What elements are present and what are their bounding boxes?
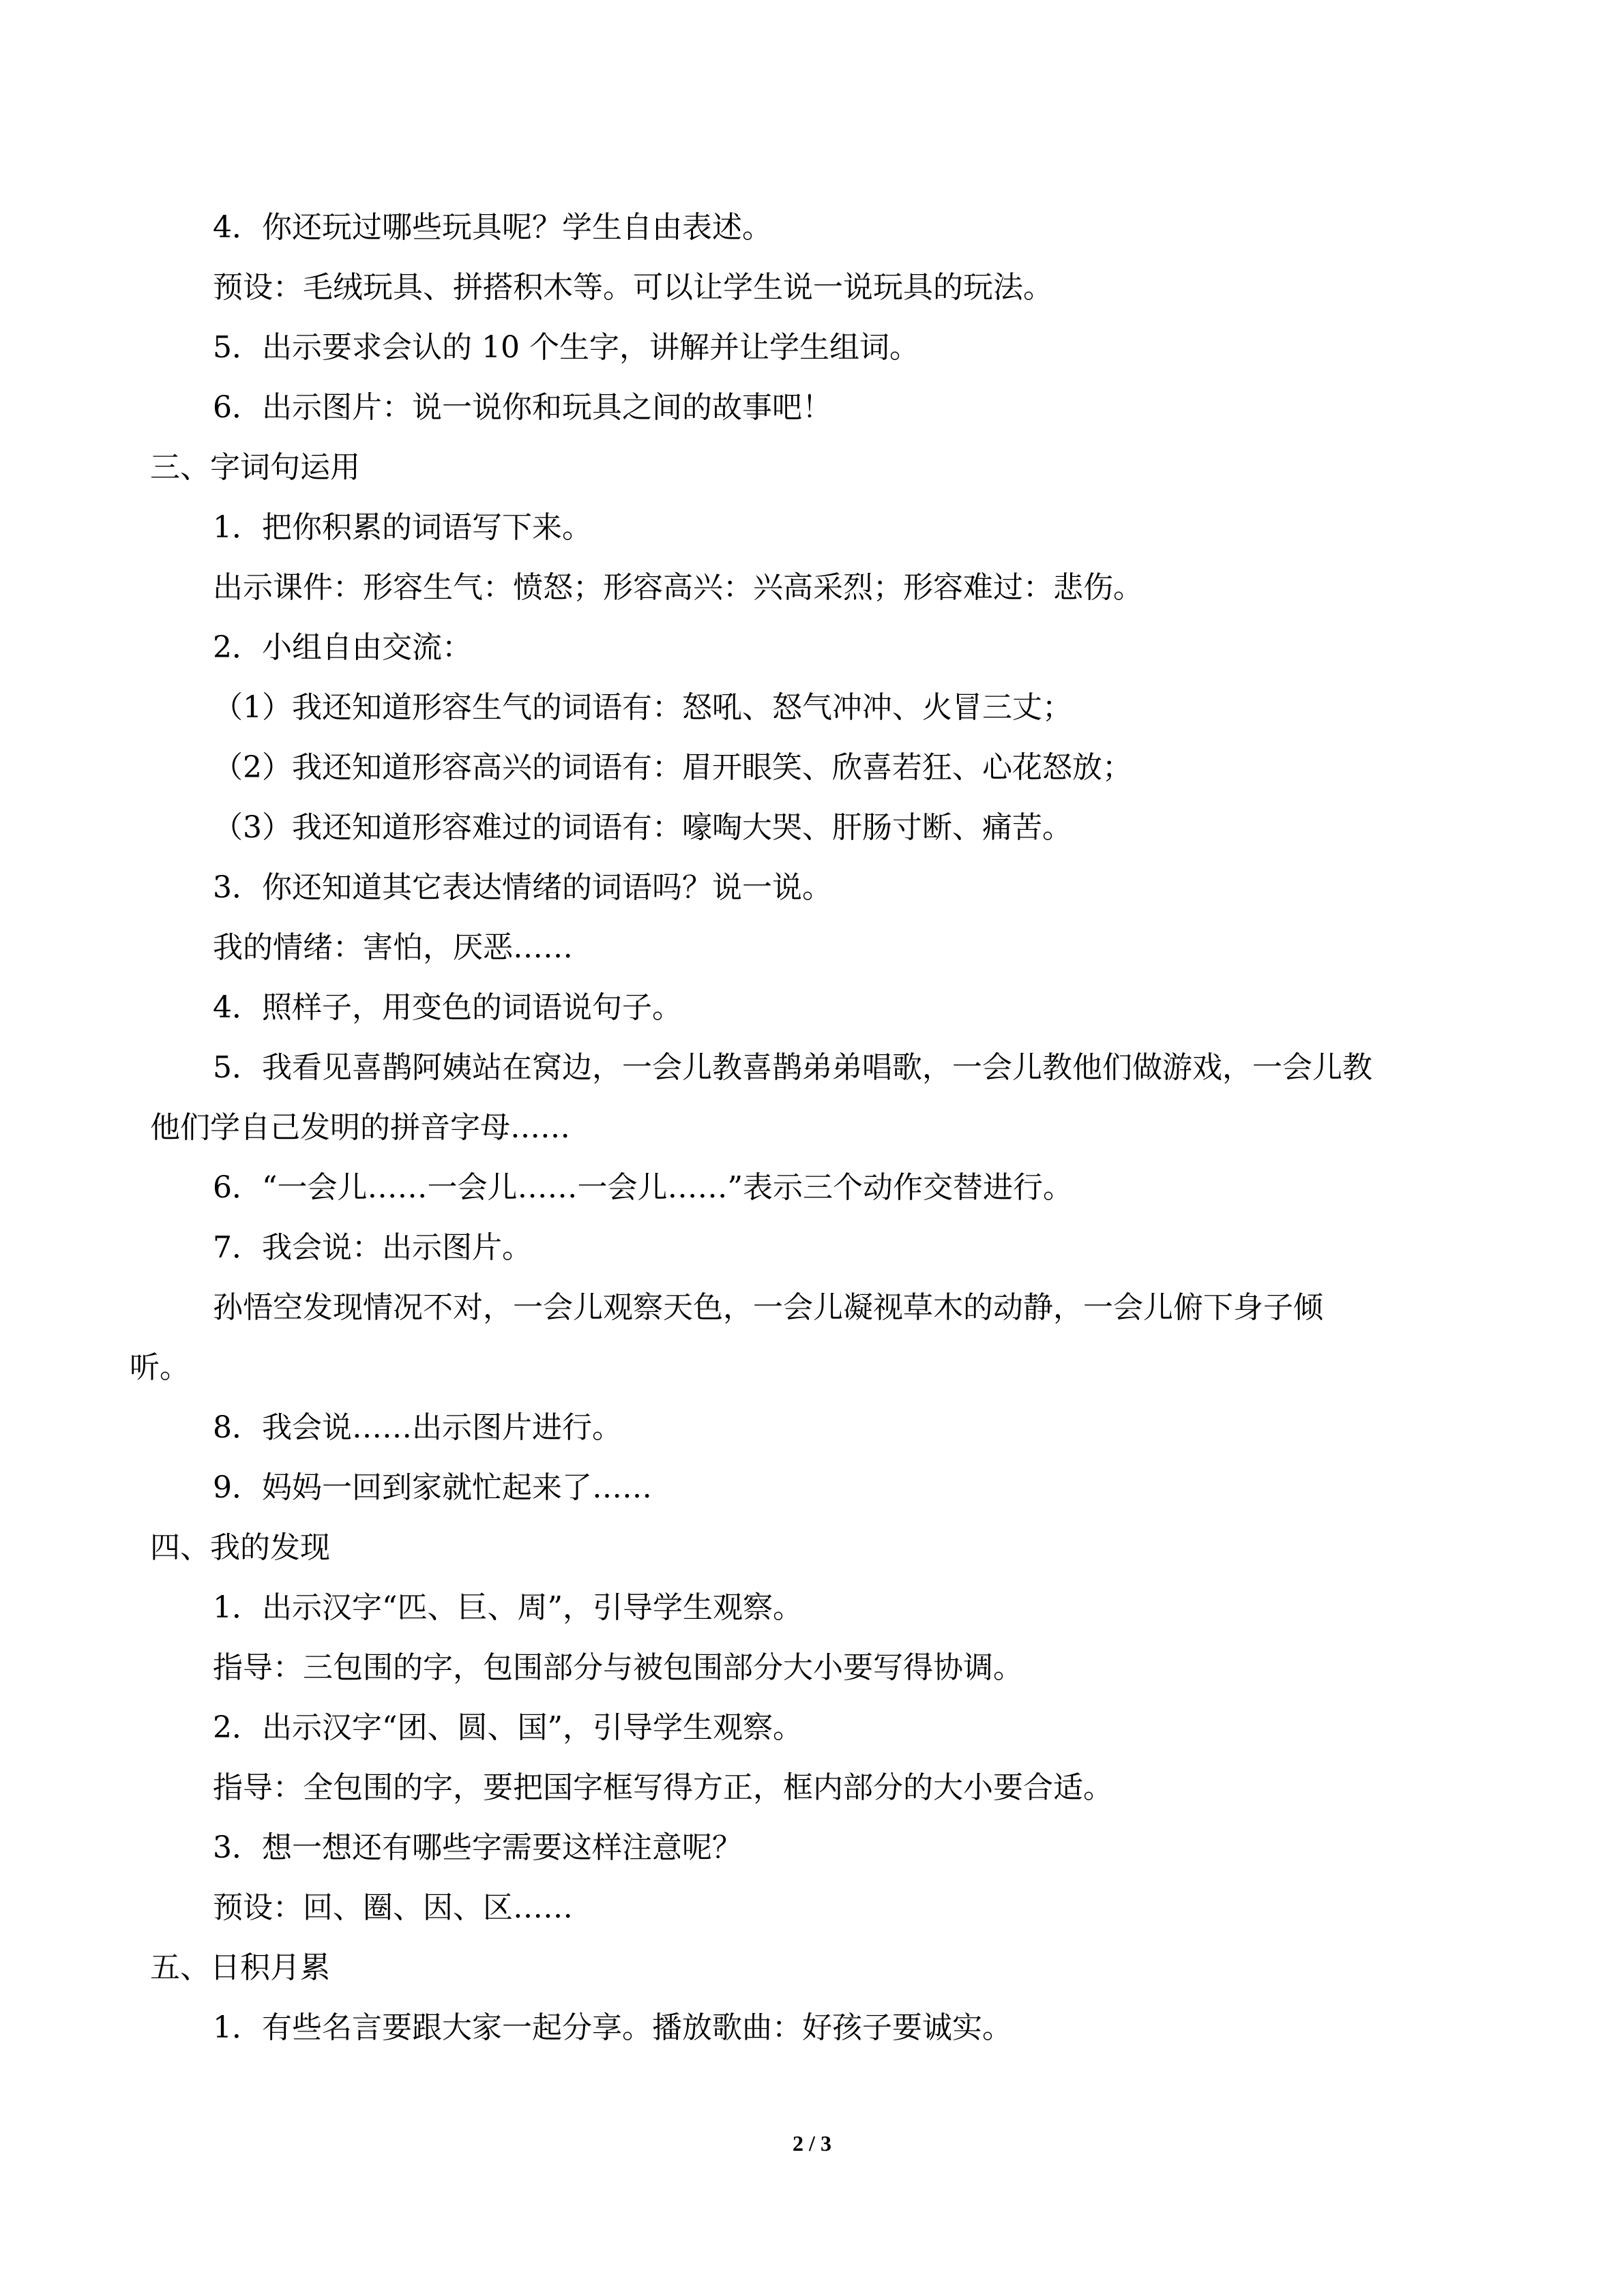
- text-line: 7．我会说：出示图片。: [213, 1230, 532, 1265]
- text-line: 8．我会说……出示图片进行。: [213, 1410, 622, 1445]
- section-heading: 三、字词句运用: [150, 450, 360, 485]
- text-line: 5．我看见喜鹊阿姨站在窝边，一会儿教喜鹊弟弟唱歌，一会儿教他们做游戏，一会儿教: [213, 1050, 1372, 1085]
- text-line: 孙悟空发现情况不对，一会儿观察天色，一会儿凝视草木的动静，一会儿俯下身子倾: [213, 1290, 1323, 1325]
- text-line: 指导：三包围的字，包围部分与被包围部分大小要写得协调。: [213, 1650, 1023, 1685]
- text-line: 预设：回、圈、因、区……: [213, 1890, 573, 1925]
- text-line-continued: 他们学自己发明的拼音字母……: [150, 1110, 570, 1145]
- text-line: 1．把你积累的词语写下来。: [213, 510, 592, 545]
- sub-item-line: （2）我还知道形容高兴的词语有：眉开眼笑、欣喜若狂、心花怒放；: [213, 750, 1132, 785]
- text-line: 9．妈妈一回到家就忙起来了……: [213, 1470, 652, 1505]
- sub-item-line: （3）我还知道形容难过的词语有：嚎啕大哭、肝肠寸断、痛苦。: [213, 810, 1072, 845]
- text-line: 5．出示要求会认的 10 个生字，讲解并让学生组词。: [213, 330, 919, 365]
- text-line: 2．小组自由交流：: [213, 630, 472, 665]
- text-line: 4．你还玩过哪些玩具呢？学生自由表述。: [213, 210, 772, 245]
- text-line: 指导：全包围的字，要把国字框写得方正，框内部分的大小要合适。: [213, 1770, 1113, 1805]
- text-line: 预设：毛绒玩具、拼搭积木等。可以让学生说一说玩具的玩法。: [213, 270, 1053, 305]
- text-line: 1．有些名言要跟大家一起分享。播放歌曲：好孩子要诚实。: [213, 2010, 1012, 2045]
- text-line: 3．想一想还有哪些字需要这样注意呢？: [213, 1830, 742, 1865]
- text-line: 3．你还知道其它表达情绪的词语吗？说一说。: [213, 870, 832, 905]
- section-heading: 四、我的发现: [150, 1530, 330, 1565]
- text-line: 2．出示汉字“团、圆、国”，引导学生观察。: [213, 1710, 803, 1745]
- document-body: [130, 198, 1487, 2058]
- text-line-continued: 听。: [130, 1350, 190, 1385]
- text-line: 我的情绪：害怕，厌恶……: [213, 930, 573, 965]
- section-heading: 五、日积月累: [150, 1950, 330, 1985]
- text-line: 4．照样子，用变色的词语说句子。: [213, 990, 682, 1025]
- text-line: 6．出示图片：说一说你和玩具之间的故事吧！: [213, 390, 832, 425]
- text-line: 出示课件：形容生气：愤怒；形容高兴：兴高采烈；形容难过：悲伤。: [213, 570, 1143, 605]
- text-line: 6．“一会儿……一会儿……一会儿……”表示三个动作交替进行。: [213, 1170, 1073, 1205]
- text-line: 1．出示汉字“匹、巨、周”，引导学生观察。: [213, 1590, 803, 1625]
- sub-item-line: （1）我还知道形容生气的词语有：怒吼、怒气冲冲、火冒三丈；: [213, 690, 1072, 725]
- page-number: 2 / 3: [793, 2131, 831, 2156]
